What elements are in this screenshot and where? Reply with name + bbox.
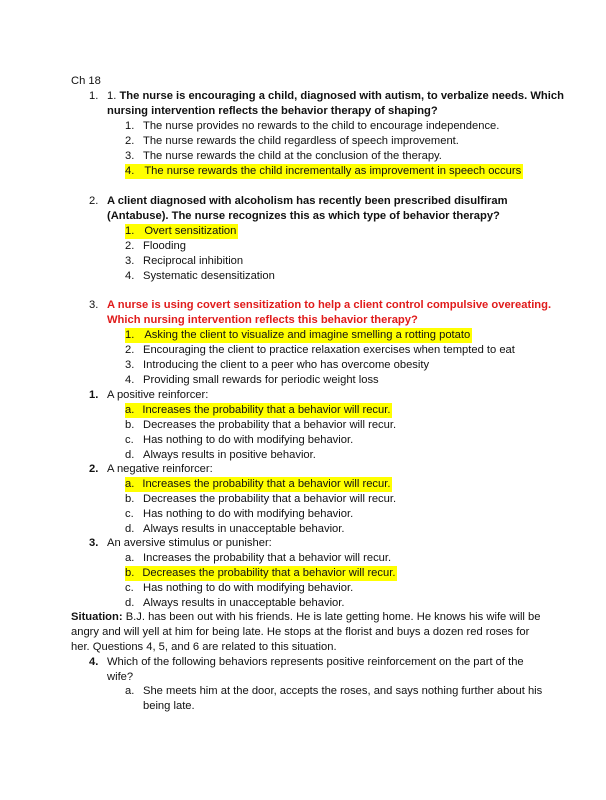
r3-opt-b-text: Decreases the probability that a behavior will recur. bbox=[142, 567, 396, 579]
q3-number: 3. bbox=[89, 299, 99, 311]
situation-line2: angry and will yell at him for being late. He stops at the florist and buys a dozen red roses for bbox=[71, 626, 530, 638]
q1-stem-line2: nursing intervention reflects the behavior therapy of shaping? bbox=[107, 105, 438, 117]
r4-opt-a-line1: She meets him at the door, accepts the roses, and says nothing further about his bbox=[143, 685, 543, 697]
r2-number: 2. bbox=[89, 463, 99, 475]
q1-opt1-text: The nurse provides no rewards to the child to encourage independence. bbox=[143, 120, 500, 132]
situation-label: Situation: bbox=[71, 611, 123, 623]
q2-opt4-text: Systematic desensitization bbox=[143, 270, 275, 282]
situation-line3: her. Questions 4, 5, and 6 are related to this situation. bbox=[71, 641, 337, 653]
q2-opt1-highlighted bbox=[125, 224, 238, 239]
q1-opt2-text: The nurse rewards the child regardless of speech improvement. bbox=[143, 135, 459, 147]
q3-opt4-text: Providing small rewards for periodic weight loss bbox=[143, 374, 379, 386]
r3-opt-a-number: a. bbox=[125, 552, 135, 564]
r3-opt-d-number: d. bbox=[125, 597, 135, 609]
q1-opt4-number: 4. bbox=[125, 165, 135, 177]
r3-stem: An aversive stimulus or punisher: bbox=[107, 537, 272, 549]
r2-opt-a-number: a. bbox=[125, 478, 135, 490]
q2-opt2-number: 2. bbox=[125, 240, 135, 252]
q1-opt2-number: 2. bbox=[125, 135, 135, 147]
r2-opt-c-number: c. bbox=[125, 508, 134, 520]
q1-opt1-number: 1. bbox=[125, 120, 135, 132]
q2-stem-line2: (Antabuse). The nurse recognizes this as which type of behavior therapy? bbox=[107, 210, 500, 222]
q2-stem-line1: A client diagnosed with alcoholism has recently been prescribed disulfiram bbox=[107, 195, 508, 207]
r1-opt-c-text: Has nothing to do with modifying behavior. bbox=[143, 434, 354, 446]
q2-opt4-number: 4. bbox=[125, 270, 135, 282]
q1-opt3-number: 3. bbox=[125, 150, 135, 162]
q3-stem-line2: Which nursing intervention reflects this behavior therapy? bbox=[107, 314, 418, 326]
q3-opt1-number: 1. bbox=[125, 329, 135, 341]
r3-opt-c-number: c. bbox=[125, 582, 134, 594]
q2-opt3-number: 3. bbox=[125, 255, 135, 267]
r4-opt-a-number: a. bbox=[125, 685, 135, 697]
q2-number: 2. bbox=[89, 195, 99, 207]
r4-opt-a-line2: being late. bbox=[143, 700, 195, 712]
r1-opt-b-number: b. bbox=[125, 419, 135, 431]
q1-opt4-highlighted bbox=[125, 164, 523, 179]
q1-opt4-text: The nurse rewards the child incrementally as improvement in speech occurs bbox=[144, 165, 522, 177]
r1-opt-a-highlighted bbox=[125, 403, 392, 418]
r2-opt-a-highlighted bbox=[125, 477, 392, 492]
r1-opt-d-text: Always results in positive behavior. bbox=[143, 449, 316, 461]
q2-opt1-number: 1. bbox=[125, 225, 135, 237]
r3-opt-b-number: b. bbox=[125, 567, 135, 579]
q2-opt1-text: Overt sensitization bbox=[144, 225, 237, 237]
q1-number: 1. bbox=[89, 90, 99, 102]
q3-opt4-number: 4. bbox=[125, 374, 135, 386]
q2-opt2-text: Flooding bbox=[143, 240, 186, 252]
r2-opt-d-text: Always results in unacceptable behavior. bbox=[143, 523, 345, 535]
r1-opt-a-text: Increases the probability that a behavior will recur. bbox=[142, 404, 391, 416]
chapter-heading: Ch 18 bbox=[71, 75, 101, 87]
r1-opt-c-number: c. bbox=[125, 434, 134, 446]
r4-number: 4. bbox=[89, 656, 99, 668]
r2-opt-b-text: Decreases the probability that a behavior will recur. bbox=[143, 493, 397, 505]
r2-stem: A negative reinforcer: bbox=[107, 463, 213, 475]
r4-stem-line2: wife? bbox=[107, 671, 134, 683]
q2-opt3-text: Reciprocal inhibition bbox=[143, 255, 244, 267]
r2-opt-c-text: Has nothing to do with modifying behavior. bbox=[143, 508, 354, 520]
r3-opt-c-text: Has nothing to do with modifying behavior. bbox=[143, 582, 354, 594]
q3-opt1-highlighted bbox=[125, 328, 472, 343]
r2-opt-d-number: d. bbox=[125, 523, 135, 535]
r4-stem-line1: Which of the following behaviors represents positive reinforcement on the part of the bbox=[107, 656, 524, 668]
q3-stem-line1: A nurse is using covert sensitization to help a client control compulsive overeating. bbox=[107, 299, 552, 311]
q1-opt3-text: The nurse rewards the child at the conclusion of the therapy. bbox=[143, 150, 442, 162]
q3-opt3-number: 3. bbox=[125, 359, 135, 371]
r3-number: 3. bbox=[89, 537, 99, 549]
r3-opt-a-text: Increases the probability that a behavior will recur. bbox=[143, 552, 392, 564]
q1-stem-text: The nurse is encouraging a child, diagnosed with autism, to verbalize needs. Which bbox=[119, 90, 564, 102]
r1-opt-d-number: d. bbox=[125, 449, 135, 461]
q1-inner-number: 1. bbox=[107, 90, 117, 102]
r1-stem: A positive reinforcer: bbox=[107, 389, 209, 401]
r1-number: 1. bbox=[89, 389, 99, 401]
r2-opt-a-text: Increases the probability that a behavior will recur. bbox=[142, 478, 391, 490]
q1-stem-line1 bbox=[107, 89, 564, 104]
r1-opt-a-number: a. bbox=[125, 404, 135, 416]
situation-line1 bbox=[71, 610, 540, 625]
r1-opt-b-text: Decreases the probability that a behavior will recur. bbox=[143, 419, 397, 431]
q3-opt2-text: Encouraging the client to practice relaxation exercises when tempted to eat bbox=[143, 344, 515, 356]
q3-opt3-text: Introducing the client to a peer who has overcome obesity bbox=[143, 359, 430, 371]
situation-text1: B.J. has been out with his friends. He is late getting home. He knows his wife will be bbox=[122, 611, 541, 623]
q3-opt2-number: 2. bbox=[125, 344, 135, 356]
r3-opt-d-text: Always results in unacceptable behavior. bbox=[143, 597, 345, 609]
r3-opt-b-highlighted bbox=[125, 566, 397, 581]
r2-opt-b-number: b. bbox=[125, 493, 135, 505]
q3-opt1-text: Asking the client to visualize and imagine smelling a rotting potato bbox=[144, 329, 471, 341]
